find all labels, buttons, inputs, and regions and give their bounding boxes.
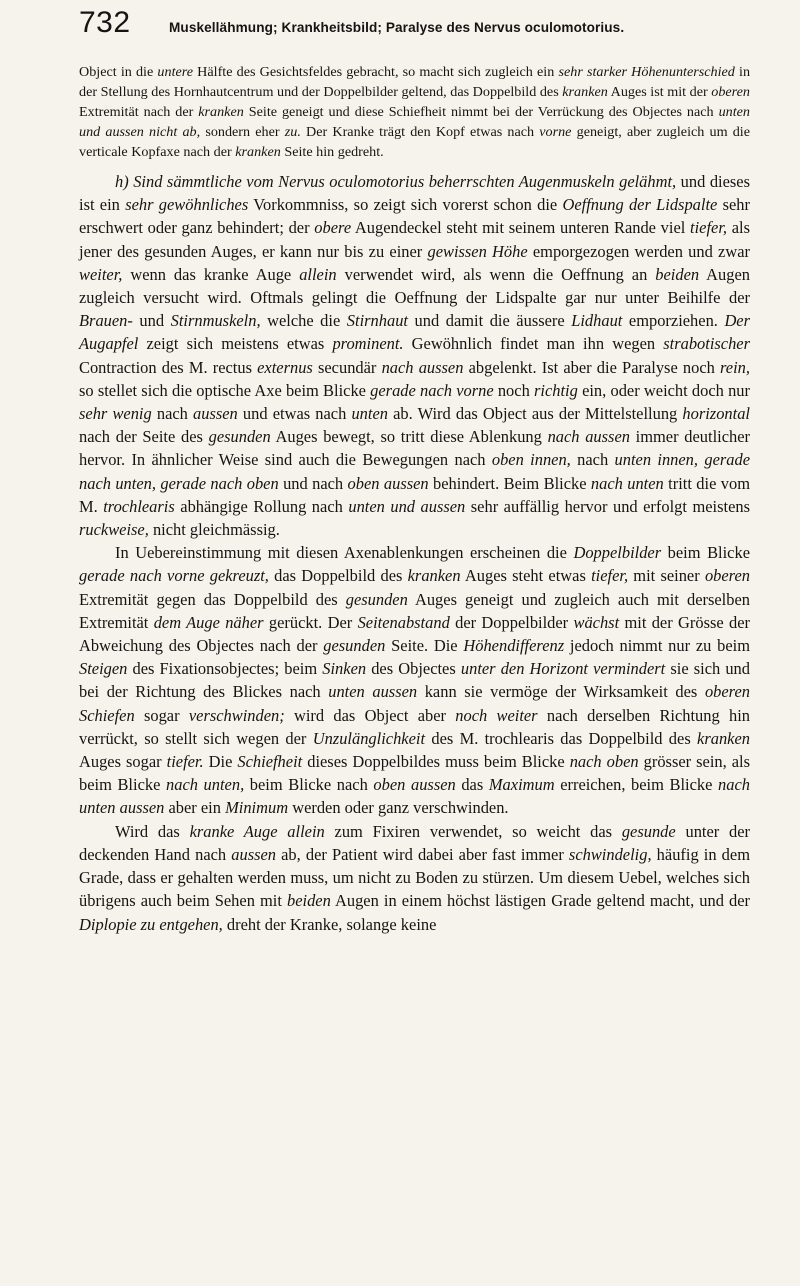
text-run: in der Stellung des Hornhautcentrum und der Doppelbilder geltend, das Doppelbild des	[79, 64, 751, 100]
text-run: nach	[151, 404, 194, 424]
italic-text: unter den Horizont vermindert	[460, 659, 666, 679]
text-run: grösser sein, als beim Blicke	[79, 752, 750, 795]
italic-text: ruckweise,	[79, 520, 149, 540]
text-run: unter der deckenden Hand nach	[79, 821, 751, 864]
italic-text: Maximum	[488, 775, 555, 795]
italic-text: gerade nach vorne	[370, 380, 494, 400]
text-run: Augen zugleich versucht wird. Oftmals gelingt die Oeffnung der Lidspalte gar nur unter Beihilfe der	[79, 264, 750, 308]
italic-text: kranke Auge allein	[189, 821, 325, 841]
text-run: Vorkommniss, so zeigt sich vorerst schon die	[248, 195, 563, 215]
italic-text: dem Auge näher	[153, 612, 264, 632]
italic-text: kranken	[407, 566, 461, 586]
text-run: secundär	[312, 357, 382, 377]
text-run: Extremität nach der	[79, 104, 199, 120]
text-run: wird das Object aber	[284, 705, 456, 725]
italic-text: nach unten,	[166, 775, 245, 795]
text-run: beim Blicke nach	[244, 775, 374, 795]
text-run: nach der Seite des	[79, 427, 209, 447]
italic-text: tiefer.	[166, 752, 204, 772]
italic-text: unten und aussen nicht ab,	[79, 104, 750, 140]
text-run: und dieses ist ein	[79, 172, 751, 215]
italic-text: rein,	[720, 357, 750, 377]
italic-text: Höhendifferenz	[463, 636, 565, 656]
italic-text: oben aussen	[373, 775, 456, 795]
text-run: wenn das kranke Auge	[122, 264, 300, 284]
italic-text: kranken	[235, 144, 281, 160]
italic-text: Seitenabstand	[357, 612, 450, 632]
italic-text: nach oben	[569, 752, 639, 772]
italic-text: prominent.	[332, 334, 404, 354]
text-run: mit der Grösse der Abweichung des Objectes nach der	[79, 612, 750, 656]
text-run: Auges ist mit der	[607, 84, 712, 100]
text-run: aber ein	[164, 798, 226, 818]
italic-text: Unzulänglichkeit	[312, 728, 426, 748]
italic-text: unten	[351, 404, 388, 424]
text-run: geneigt, aber zugleich um die verticale Kopfaxe nach der	[79, 124, 751, 160]
italic-text: sehr wenig	[79, 404, 152, 424]
text-run: verwendet wird, als wenn die Oeffnung an	[336, 264, 656, 284]
italic-text: kranken	[198, 104, 244, 120]
italic-text: tiefer,	[591, 566, 629, 586]
text-run: so stellet sich die optische Axe beim Blicke	[79, 380, 371, 400]
italic-text: tiefer,	[690, 218, 728, 238]
italic-text: oben aussen	[347, 473, 429, 493]
italic-text: allein	[299, 264, 337, 284]
text-run: immer deutlicher hervor. In ähnlicher Weise sind auch die Bewegungen nach	[79, 427, 750, 470]
text-run: als jener des gesunden Auges, er kann nur bis zu einer	[79, 218, 750, 261]
italic-text: zu.	[284, 124, 301, 140]
text-run: sehr auffällig hervor und erfolgt meistens	[465, 496, 750, 516]
italic-text: trochlearis	[103, 496, 175, 516]
text-run: beim Blicke	[661, 543, 750, 563]
text-run: Extremität gegen das Doppelbild des	[79, 589, 346, 609]
italic-text: gesunden	[208, 427, 271, 447]
text-run: Seite hin gedreht.	[280, 144, 384, 160]
text-run: Auges steht etwas	[460, 566, 592, 586]
italic-text: externus	[257, 357, 313, 377]
italic-text: unten und aussen	[348, 496, 466, 516]
italic-text: gesunden	[323, 636, 386, 656]
text-run: Object in die	[79, 64, 158, 80]
italic-text: Doppelbilder	[573, 543, 662, 563]
page-header	[79, 6, 750, 46]
italic-text: Der Augapfel	[79, 311, 751, 354]
text-run: werden oder ganz verschwinden.	[288, 798, 509, 818]
italic-text: Brauen-	[79, 311, 133, 331]
text-run: Augendeckel steht mit seinem unteren Rande viel	[351, 218, 691, 238]
italic-text: unten innen, gerade nach unten, gerade nach oben	[79, 450, 750, 493]
text-run: Seite. Die	[385, 636, 464, 656]
body-text	[79, 62, 750, 936]
italic-text: gerade nach vorne gekreuzt,	[79, 566, 269, 586]
italic-text: wächst	[573, 612, 620, 632]
italic-text: unten aussen	[328, 682, 418, 702]
italic-text: Diplopie zu entgehen,	[79, 914, 223, 934]
page-number: 732	[79, 6, 131, 39]
text-run: sie sich und bei der Richtung des Blickes nach	[79, 659, 750, 702]
text-run: kann sie vermöge der Wirksamkeit des	[417, 682, 705, 702]
italic-text: Schiefheit	[237, 752, 303, 772]
text-run: Auges bewegt, so tritt diese Ablenkung	[270, 427, 548, 447]
italic-text: verschwinden;	[188, 705, 285, 725]
italic-text: weiter,	[79, 264, 123, 284]
paragraph-continuation	[79, 62, 750, 162]
text-run: gerückt. Der	[263, 612, 358, 632]
italic-text: nach unten	[590, 473, 664, 493]
text-run: Der Kranke trägt den Kopf etwas nach	[300, 124, 540, 140]
text-run: und	[132, 311, 171, 331]
italic-text: richtig	[534, 380, 578, 400]
italic-text: Stirnmuskeln,	[170, 311, 261, 331]
text-run: mit seiner	[628, 566, 705, 586]
text-run: Auges geneigt und zugleich auch mit derselben Extremität	[79, 589, 750, 632]
italic-text: gesunden	[345, 589, 408, 609]
text-run: sondern eher	[200, 124, 285, 140]
italic-text: gewissen Höhe	[427, 241, 528, 261]
text-run: das	[455, 775, 489, 795]
italic-text: Steigen	[79, 659, 128, 679]
text-run: nicht gleichmässig.	[148, 520, 280, 540]
text-run: In Uebereinstimmung mit diesen Axenablenkungen erscheinen die	[115, 543, 574, 563]
text-run: des Fixationsobjectes; beim	[127, 659, 323, 679]
italic-text: h) Sind sämmtliche vom Nervus oculomotorius beherrschten Augenmuskeln gelähmt,	[115, 172, 677, 191]
italic-text: beiden	[655, 264, 700, 284]
italic-text: aussen	[193, 404, 238, 424]
text-run: noch	[493, 380, 535, 400]
text-run: emporgezogen werden und zwar	[527, 241, 750, 261]
italic-text: sehr gewöhnliches	[125, 195, 249, 215]
text-run: Auges sogar	[79, 752, 167, 772]
text-run: des Objectes	[366, 659, 461, 679]
italic-text: noch weiter	[455, 705, 538, 725]
text-run: ab, der Patient wird dabei aber fast immer	[276, 844, 569, 864]
italic-text: sehr starker Höhenunterschied	[558, 64, 735, 80]
text-run: dieses Doppelbildes muss beim Blicke	[302, 752, 570, 772]
italic-text: beiden	[287, 891, 331, 911]
text-run: und nach	[278, 473, 348, 493]
italic-text: aussen	[231, 844, 276, 864]
paragraph-section-h	[79, 170, 750, 541]
italic-text: nach aussen	[381, 357, 464, 377]
italic-text: nach aussen	[547, 427, 630, 447]
text-run: Seite geneigt und diese Schiefheit nimmt bei der Verrückung des Objectes nach	[243, 104, 719, 120]
text-run: Contraction des M. rectus	[79, 357, 258, 377]
italic-text: gesunde	[621, 821, 676, 841]
text-run: jedoch nimmt nur zu beim	[564, 636, 750, 656]
text-run: Wird das	[115, 821, 190, 841]
italic-text: kranken	[697, 728, 750, 748]
text-run: abgelenkt. Ist aber die Paralyse noch	[463, 357, 721, 377]
text-run: Hälfte des Gesichtsfeldes gebracht, so macht sich zugleich ein	[193, 64, 559, 80]
italic-text: Sinken	[322, 659, 367, 679]
text-run: Gewöhnlich findet man ihn wegen	[403, 334, 664, 354]
text-run: und damit die äussere	[408, 311, 572, 331]
text-run: ein, oder weicht doch nur	[577, 380, 751, 400]
italic-text: schwindelig,	[568, 844, 652, 864]
text-run: sogar	[134, 705, 189, 725]
italic-text: oberen Schiefen	[79, 682, 750, 725]
italic-text: strabotischer	[663, 334, 751, 354]
text-run: welche die	[260, 311, 347, 331]
text-run: dreht der Kranke, solange keine	[222, 914, 437, 934]
text-run: des M. trochlearis das Doppelbild des	[425, 728, 698, 748]
text-run: Die	[203, 752, 238, 772]
italic-text: kranken	[562, 84, 608, 100]
italic-text: oberen	[711, 84, 750, 100]
paragraph-double-images	[79, 541, 750, 819]
text-run: sehr erschwert oder ganz behindert; der	[79, 195, 750, 238]
text-run: das Doppelbild des	[268, 566, 408, 586]
italic-text: Stirnhaut	[346, 311, 408, 331]
text-run: ab. Wird das Object aus der Mittelstellung	[387, 404, 683, 424]
text-run: der Doppelbilder	[449, 612, 574, 632]
text-run: nach derselben Richtung hin verrückt, so stellt sich wegen der	[79, 705, 750, 748]
italic-text: oben innen,	[491, 450, 571, 470]
text-run: behindert. Beim Blicke	[428, 473, 591, 493]
text-run: abhängige Rollung nach	[174, 496, 349, 516]
text-run: zeigt sich meistens etwas	[138, 334, 333, 354]
italic-text: vorne	[539, 124, 572, 140]
italic-text: untere	[157, 64, 194, 80]
running-head: Muskellähmung; Krankheitsbild; Paralyse des Nervus oculomotorius.	[169, 20, 625, 35]
paragraph-diseased-eye-fixation	[79, 820, 750, 936]
text-run: häufig in dem Grade, dass er gehalten werden muss, um nicht zu Boden zu stürzen. Um diesem Uebel, welches sich übrigens auch beim Sehen mit	[79, 844, 750, 911]
italic-text: Oeffnung der Lidspalte	[562, 195, 718, 215]
text-run: emporziehen.	[622, 311, 725, 331]
italic-text: nach unten aussen	[79, 775, 750, 818]
text-run: tritt die vom M.	[79, 473, 750, 516]
text-run: nach	[570, 450, 615, 470]
italic-text: Minimum	[225, 798, 289, 818]
italic-text: oberen	[704, 566, 750, 586]
text-run: und etwas nach	[237, 404, 352, 424]
text-run: Augen in einem höchst lästigen Grade geltend macht, und der	[330, 891, 750, 911]
italic-text: Lidhaut	[571, 311, 623, 331]
text-run: erreichen, beim Blicke	[554, 775, 719, 795]
text-run: zum Fixiren verwendet, so weicht das	[324, 821, 622, 841]
italic-text: obere	[314, 218, 352, 238]
italic-text: horizontal	[682, 404, 750, 424]
